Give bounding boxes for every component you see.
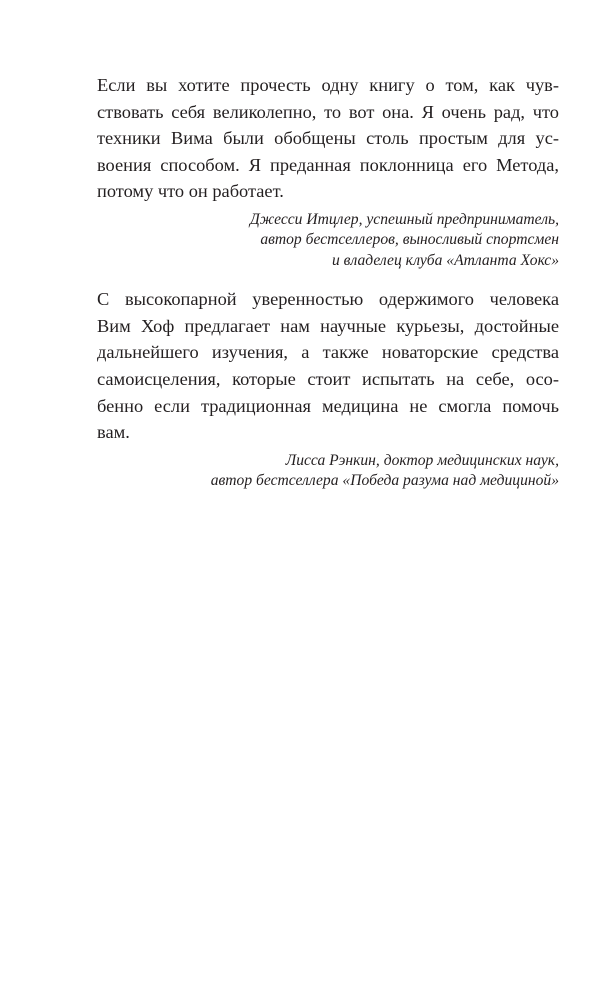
quote-attribution: [97, 210, 559, 271]
attribution-line: автор бестселлера «Победа разума над медициной»: [210, 472, 559, 490]
attribution-line: Лисса Рэнкин, доктор медицинских наук,: [285, 451, 559, 469]
quote-line: Если вы хотите прочесть одну книгу о том, как чув-: [97, 75, 559, 95]
quote-line: воения способом. Я преданная поклонница его Метода,: [97, 154, 559, 175]
quote-line: техники Вима были обобщены столь простым для ус-: [97, 128, 559, 149]
quote-line: бенно если традиционная медицина не смогла помочь: [97, 395, 559, 416]
attribution-line: автор бестселлеров, выносливый спортсмен: [260, 231, 559, 249]
quote-line: Вим Хоф предлагает нам научные курьезы, достойные: [97, 315, 559, 336]
quote-line: ствовать себя великолепно, то вот она. Я очень рад, что: [97, 101, 559, 122]
quote-line: вам.: [97, 422, 130, 443]
attribution-line: Джесси Итцлер, успешный предприниматель,: [249, 210, 559, 228]
quote-text: [97, 72, 559, 205]
quote-line: дальнейшего изучения, а также новаторские средства: [97, 342, 559, 363]
attribution-line: и владелец клуба «Атланта Хокс»: [331, 251, 559, 269]
quote-line: потому что он работает.: [97, 181, 284, 202]
endorsement-quote-2: [97, 286, 559, 491]
book-page: [97, 72, 559, 492]
quote-attribution: [97, 451, 559, 492]
endorsement-quote-1: [97, 72, 559, 271]
quote-line: самоисцеления, которые стоит испытать на себе, осо-: [97, 368, 559, 389]
quote-line: С высокопарной уверенностью одержимого человека: [97, 289, 559, 310]
quote-text: [97, 286, 559, 446]
